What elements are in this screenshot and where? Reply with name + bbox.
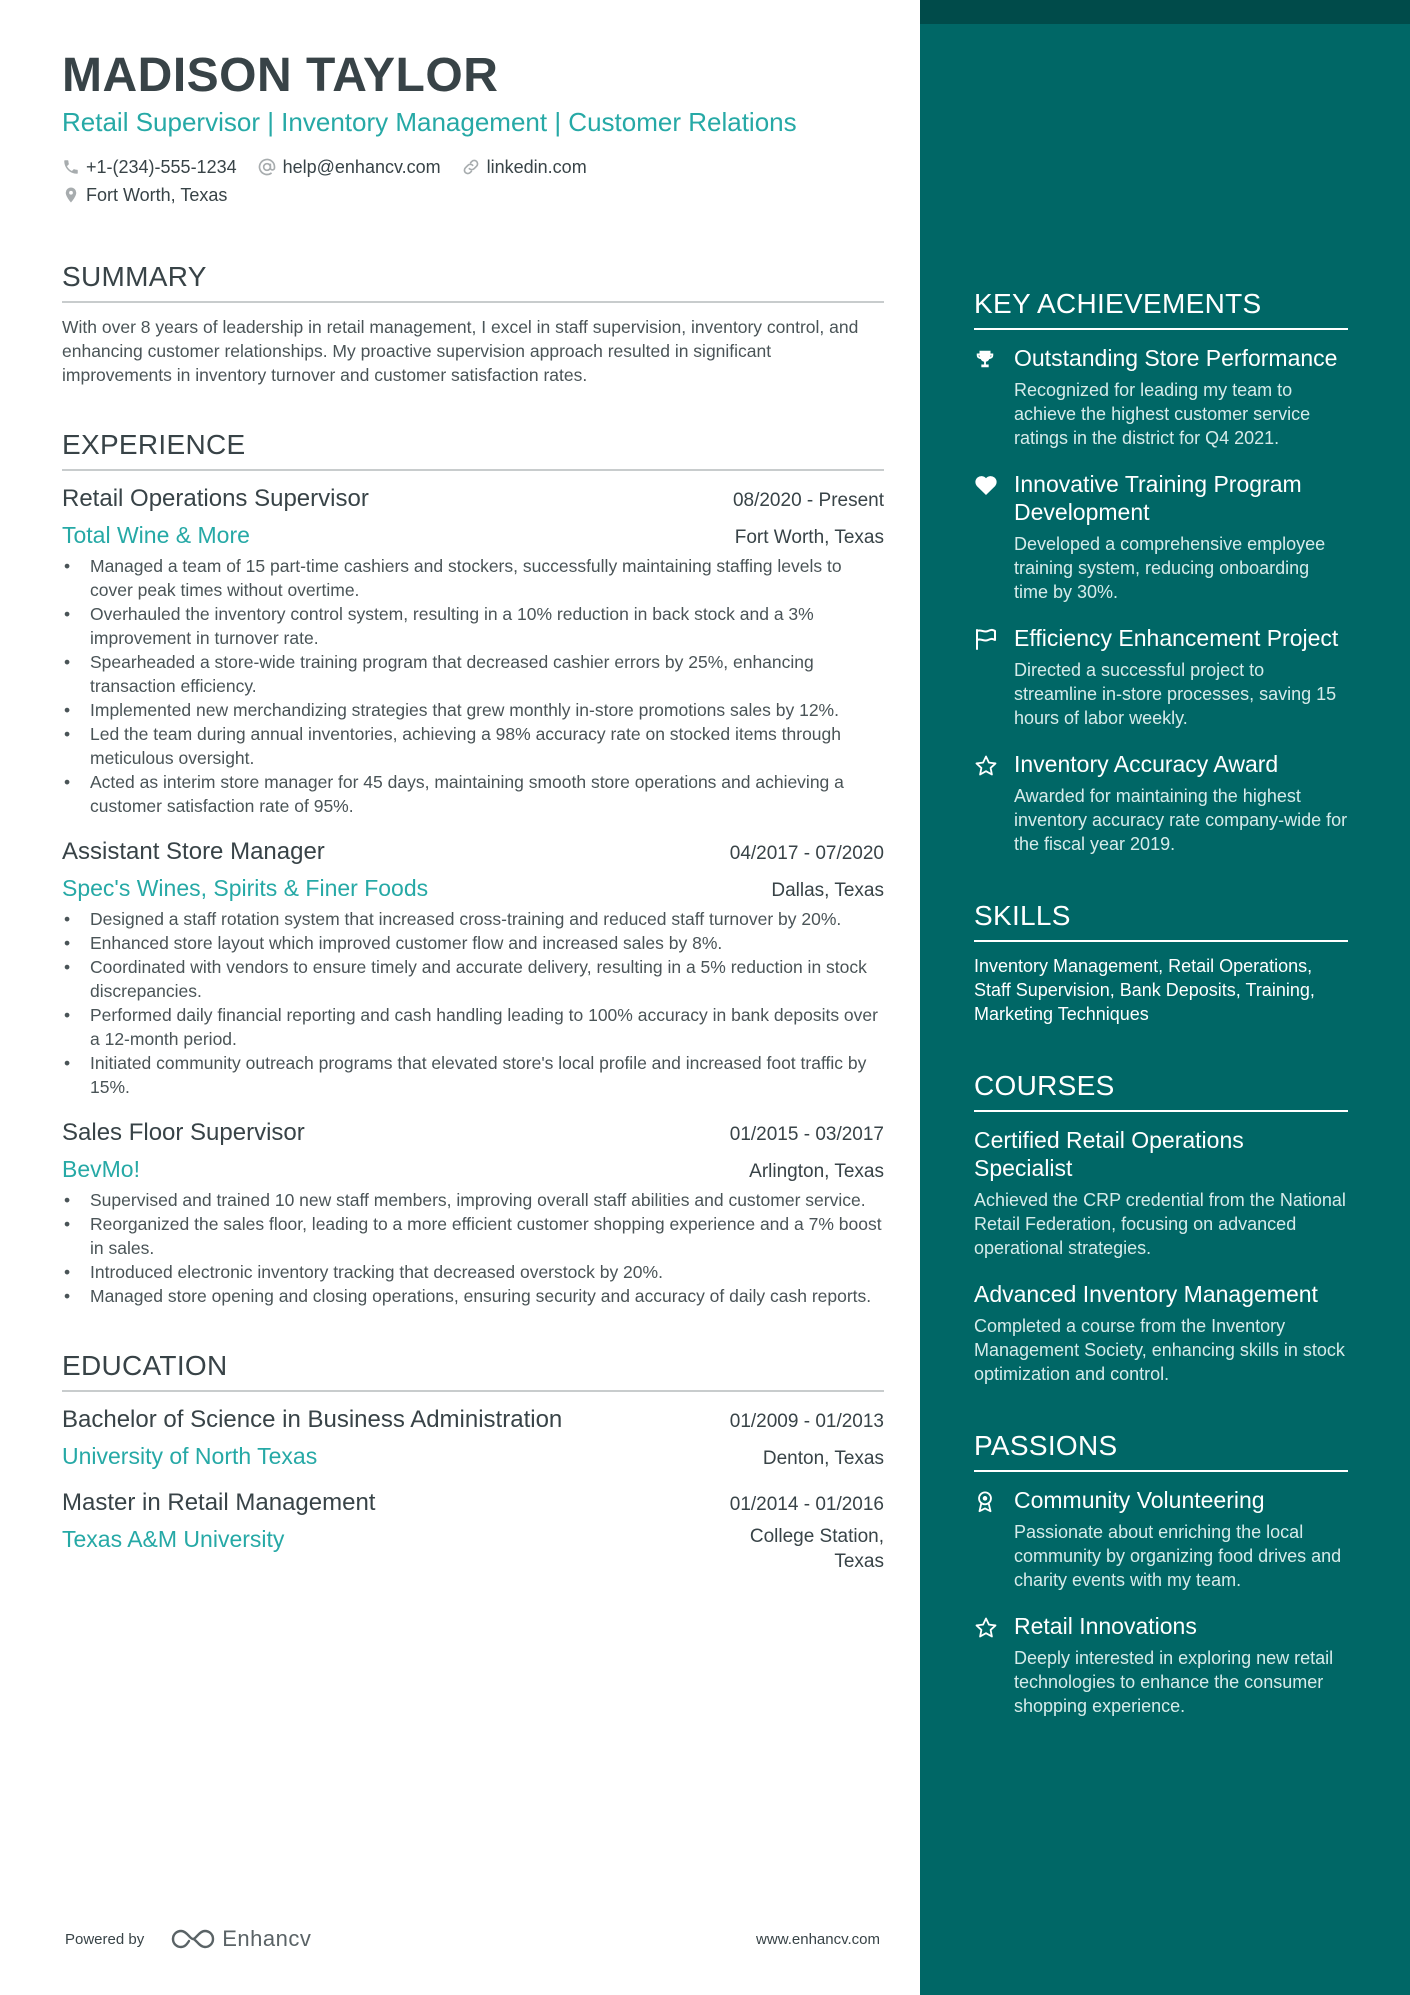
- achievement-title: Inventory Accuracy Award: [1014, 751, 1279, 777]
- heart-icon: [974, 474, 998, 496]
- location-text: Fort Worth, Texas: [86, 184, 228, 205]
- passion-desc: Passionate about enriching the local community by organizing food drives and charity events with my team.: [1014, 1522, 1342, 1590]
- candidate-name: MADISON TAYLOR: [62, 49, 499, 102]
- job-bullets: [62, 554, 884, 818]
- sidebar-top-band: [920, 0, 1410, 24]
- achievement-desc: Awarded for maintaining the highest inventory accuracy rate company-wide for the fiscal year 2019.: [1014, 786, 1348, 854]
- skills-text: Inventory Management, Retail Operations, Staff Supervision, Bank Deposits, Training, Marketing Techniques: [974, 956, 1315, 1024]
- summary-text: With over 8 years of leadership in retail management, I excel in staff supervision, inventory control, and enhancing customer relationships. My proactive supervision approach resulted in significant improvements in inventory turnover and customer satisfaction rates.: [62, 317, 859, 385]
- job-dates: 08/2020 - Present: [732, 490, 884, 511]
- main-column: [62, 48, 884, 1574]
- course-title: Certified Retail Operations Specialist: [974, 1127, 1244, 1181]
- achievements-section: [974, 286, 1348, 856]
- bullet-item: • Performed daily financial reporting and cash handling leading to 100% accuracy in bank deposits over a 12-month period.: [62, 1003, 884, 1051]
- trophy-icon: [974, 348, 996, 370]
- education-dates: 01/2014 - 01/2016: [729, 1494, 884, 1515]
- bullet-item: • Reorganized the sales floor, leading to a more efficient customer shopping experience and a 7% boost in sales.: [62, 1212, 884, 1260]
- achievement-title: Outstanding Store Performance: [1014, 345, 1338, 371]
- job-dates: 04/2017 - 07/2020: [729, 843, 884, 864]
- contact-info: [62, 153, 884, 209]
- passion-title: Community Volunteering: [1014, 1487, 1265, 1513]
- email-contact[interactable]: [257, 157, 441, 178]
- achievement-item: [974, 750, 1348, 856]
- linkedin-contact[interactable]: [461, 157, 587, 178]
- passions-section: [974, 1428, 1348, 1718]
- powered-by: [65, 1926, 311, 1952]
- bullet-item: • Acted as interim store manager for 45 days, maintaining smooth store operations and achieving a customer satisfaction rate of 95%.: [62, 770, 884, 818]
- bullet-item: • Spearheaded a store-wide training program that decreased cashier errors by 25%, enhancing transaction efficiency.: [62, 650, 884, 698]
- degree-title: Bachelor of Science in Business Administration: [62, 1406, 563, 1433]
- school-name: Texas A&M University: [62, 1526, 285, 1552]
- bullet-item: • Coordinated with vendors to ensure timely and accurate delivery, resulting in a 5% reduction in stock discrepancies.: [62, 955, 884, 1003]
- company-name: Total Wine & More: [62, 522, 250, 548]
- achievement-title: Efficiency Enhancement Project: [1014, 625, 1339, 651]
- job-location: Arlington, Texas: [749, 1161, 884, 1182]
- education-entry: [62, 1487, 884, 1574]
- enhancv-logo[interactable]: [170, 1926, 311, 1952]
- education-dates: 01/2009 - 01/2013: [729, 1411, 884, 1432]
- footer: [65, 1926, 880, 1952]
- passion-desc: Deeply interested in exploring new retail technologies to enhance the consumer shopping experience.: [1014, 1648, 1334, 1716]
- passion-item: [974, 1486, 1348, 1592]
- job-title: Assistant Store Manager: [62, 838, 325, 865]
- powered-by-label: Powered by: [65, 1930, 145, 1948]
- email-text: help@enhancv.com: [282, 156, 441, 177]
- job-bullets: [62, 1188, 884, 1308]
- bullet-item: • Initiated community outreach programs that elevated store's local profile and increased foot traffic by 15%.: [62, 1051, 884, 1099]
- medal-icon: [974, 1490, 996, 1514]
- section-title: EDUCATION: [62, 1348, 884, 1392]
- course-item: [974, 1126, 1348, 1260]
- contact-row: [62, 153, 884, 181]
- at-icon: [257, 157, 277, 177]
- job-bullets: [62, 907, 884, 1099]
- achievement-title: Innovative Training Program Development: [1014, 471, 1302, 525]
- star-icon: [974, 1616, 998, 1640]
- phone-contact[interactable]: [62, 157, 237, 178]
- degree-title: Master in Retail Management: [62, 1489, 376, 1516]
- job-location: Fort Worth, Texas: [734, 527, 884, 548]
- bullet-item: • Overhauled the inventory control system, resulting in a 10% reduction in back stock and a 3% improvement in turnover rate.: [62, 602, 884, 650]
- education-section: [62, 1348, 884, 1574]
- school-name: University of North Texas: [62, 1443, 318, 1469]
- section-title: SKILLS: [974, 898, 1348, 942]
- achievement-item: [974, 344, 1348, 450]
- sidebar: [920, 0, 1410, 1995]
- experience-entry: [62, 836, 884, 1099]
- job-location: Dallas, Texas: [771, 880, 884, 901]
- flag-icon: [974, 628, 998, 650]
- company-name: BevMo!: [62, 1156, 140, 1182]
- skills-section: [974, 898, 1348, 1026]
- headline: Retail Supervisor | Inventory Management | Customer Relations: [62, 107, 797, 137]
- job-dates: 01/2015 - 03/2017: [729, 1124, 884, 1145]
- section-title: COURSES: [974, 1068, 1348, 1112]
- phone-text: +1-(234)-555-1234: [86, 156, 237, 177]
- achievement-desc: Recognized for leading my team to achieve the highest customer service ratings in the district for Q4 2021.: [1014, 380, 1311, 448]
- linkedin-text: linkedin.com: [486, 156, 587, 177]
- education-location: Denton, Texas: [762, 1448, 884, 1469]
- link-icon: [461, 157, 481, 177]
- enhancv-brand: Enhancv: [222, 1926, 312, 1951]
- education-entry: [62, 1404, 884, 1471]
- section-title: PASSIONS: [974, 1428, 1348, 1472]
- bullet-item: • Led the team during annual inventories, achieving a 98% accuracy rate on stocked items through meticulous oversight.: [62, 722, 884, 770]
- passion-title: Retail Innovations: [1014, 1613, 1197, 1639]
- achievement-item: [974, 624, 1348, 730]
- bullet-item: • Managed a team of 15 part-time cashiers and stockers, successfully maintaining staffing levels to cover peak times without overtime.: [62, 554, 884, 602]
- bullet-item: • Managed store opening and closing operations, ensuring security and accuracy of daily cash reports.: [62, 1284, 884, 1308]
- star-icon: [974, 754, 998, 778]
- education-location: College Station, Texas: [749, 1526, 884, 1572]
- job-title: Sales Floor Supervisor: [62, 1119, 305, 1146]
- enhancv-logo-icon: [170, 1927, 216, 1951]
- footer-website[interactable]: www.enhancv.com: [756, 1930, 880, 1948]
- experience-section: [62, 427, 884, 1308]
- section-title: EXPERIENCE: [62, 427, 884, 471]
- bullet-item: • Introduced electronic inventory tracking that decreased overstock by 20%.: [62, 1260, 884, 1284]
- summary-section: [62, 259, 884, 387]
- job-title: Retail Operations Supervisor: [62, 485, 369, 512]
- course-item: [974, 1280, 1348, 1386]
- course-title: Advanced Inventory Management: [974, 1281, 1318, 1307]
- experience-entry: [62, 1117, 884, 1308]
- location-contact: [62, 185, 227, 206]
- location-pin-icon: [62, 185, 80, 205]
- bullet-item: • Supervised and trained 10 new staff members, improving overall staff abilities and customer service.: [62, 1188, 884, 1212]
- achievement-desc: Directed a successful project to streamline in-store processes, saving 15 hours of labor weekly.: [1014, 660, 1337, 728]
- courses-section: [974, 1068, 1348, 1386]
- passion-item: [974, 1612, 1348, 1718]
- section-title: SUMMARY: [62, 259, 884, 303]
- course-desc: Completed a course from the Inventory Management Society, enhancing skills in stock optimization and control.: [974, 1316, 1345, 1384]
- sidebar-content: [974, 286, 1348, 1760]
- bullet-item: • Implemented new merchandizing strategies that grew monthly in-store promotions sales by 12%.: [62, 698, 884, 722]
- section-title: KEY ACHIEVEMENTS: [974, 286, 1348, 330]
- achievement-desc: Developed a comprehensive employee training system, reducing onboarding time by 30%.: [1014, 534, 1326, 602]
- achievement-item: [974, 470, 1348, 604]
- course-desc: Achieved the CRP credential from the National Retail Federation, focusing on advanced operational strategies.: [974, 1190, 1346, 1258]
- experience-entry: [62, 483, 884, 818]
- contact-row: [62, 181, 884, 209]
- bullet-item: • Designed a staff rotation system that increased cross-training and reduced staff turnover by 20%.: [62, 907, 884, 931]
- company-name: Spec's Wines, Spirits & Finer Foods: [62, 875, 429, 901]
- bullet-item: • Enhanced store layout which improved customer flow and increased sales by 8%.: [62, 931, 884, 955]
- phone-icon: [62, 158, 80, 176]
